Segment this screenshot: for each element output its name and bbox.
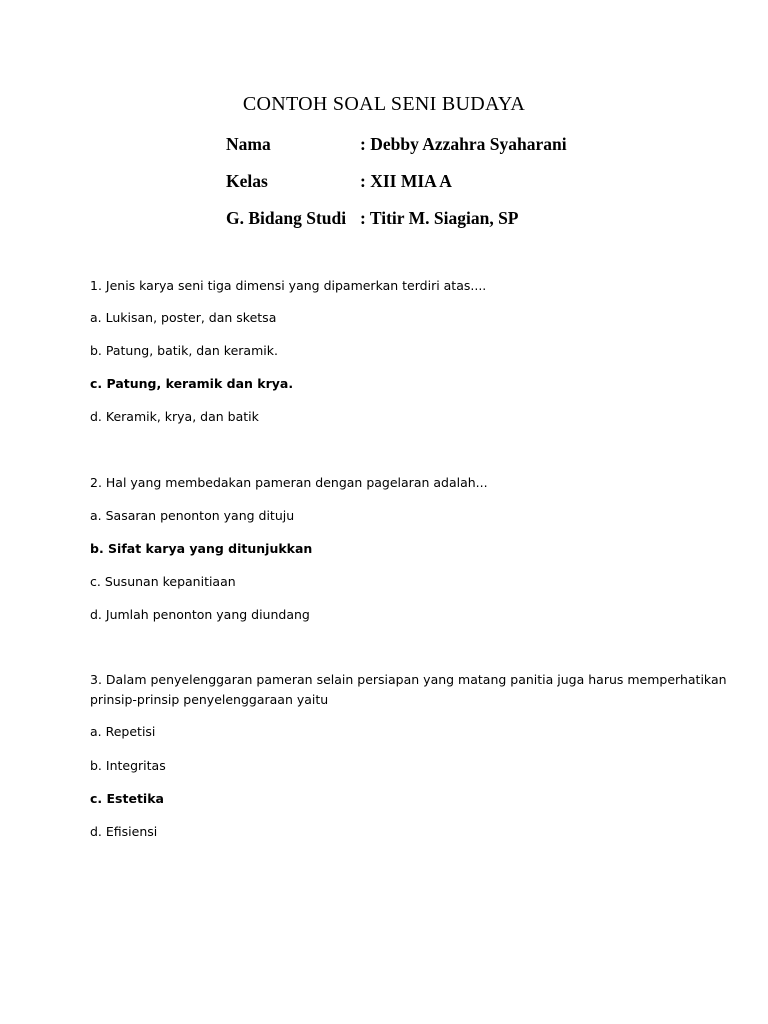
question-2-option-a: a. Sasaran penonton yang dituju: [90, 508, 295, 523]
question-3-option-a: a. Repetisi: [90, 724, 156, 739]
kelas-label: Kelas: [226, 171, 268, 191]
question-1-option-c: c. Patung, keramik dan krya.: [90, 376, 294, 391]
question-1-option-a: a. Lukisan, poster, dan sketsa: [90, 310, 277, 325]
question-3-option-d: d. Efisiensi: [90, 824, 158, 839]
question-2-option-c: c. Susunan kepanitiaan: [90, 574, 236, 589]
bidang-studi-value: : Titir M. Siagian, SP: [360, 208, 519, 228]
page-title: CONTOH SOAL SENI BUDAYA: [242, 93, 526, 115]
question-3-option-c: c. Estetika: [90, 791, 164, 806]
question-3-option-b: b. Integritas: [90, 758, 166, 773]
question-1-option-b: b. Patung, batik, dan keramik.: [90, 343, 278, 358]
question-3-text-line-1: 3. Dalam penyelenggaran pameran selain persiapan yang matang panitia juga harus memperhatikan: [90, 672, 727, 687]
bidang-studi-label: G. Bidang Studi: [226, 208, 347, 228]
nama-label: Nama: [226, 134, 271, 154]
question-2-text: 2. Hal yang membedakan pameran dengan pagelaran adalah...: [90, 475, 488, 490]
question-2-option-d: d. Jumlah penonton yang diundang: [90, 607, 310, 622]
nama-value: : Debby Azzahra Syaharani: [360, 134, 567, 154]
question-1-text: 1. Jenis karya seni tiga dimensi yang dipamerkan terdiri atas....: [90, 278, 487, 293]
question-1-option-d: d. Keramik, krya, dan batik: [90, 409, 259, 424]
kelas-value: : XII MIA A: [360, 171, 452, 191]
question-3-text-line-2: prinsip-prinsip penyelenggaraan yaitu: [90, 692, 329, 707]
question-2-option-b: b. Sifat karya yang ditunjukkan: [90, 541, 313, 556]
